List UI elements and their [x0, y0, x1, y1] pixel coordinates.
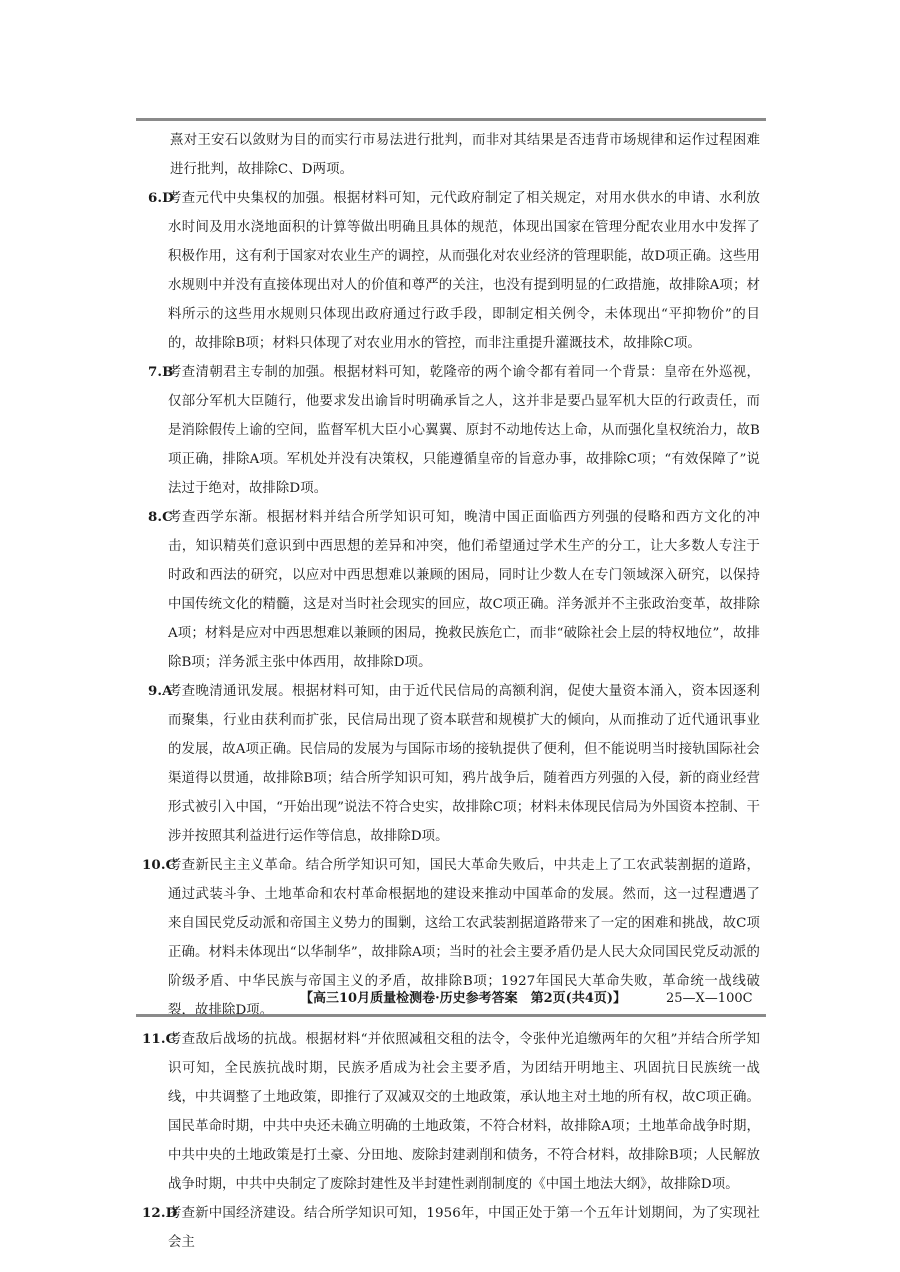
answer-explanation: 考查清朝君主专制的加强。根据材料可知，乾隆帝的两个谕令都有着同一个背景：皇帝在外巡视，仅部分军机大臣随行，他要求发出谕旨时明确承旨之人，这并非是要凸显军机大臣的行政责任，而是消除假传上谕的空间，监督军机大臣小心翼翼、原封不动地传达上命，从而强化皇权统治力，故B项正确，排除A项。军机处并没有决策权，只能遵循皇帝的旨意办事，故排除C项；“有效保障了”说法过于绝对，故排除D项。: [168, 365, 760, 496]
answer-explanation: 考查西学东渐。根据材料并结合所学知识可知，晚清中国正面临西方列强的侵略和西方文化的冲击，知识精英们意识到中西思想的差异和冲突，他们希望通过学术生产的分工，让大多数人专注于时政和西法的研究，以应对中西思想难以兼顾的困局，同时让少数人在专门领域深入研究，以保持中国传统文化的精髓，这是对当时社会现实的回应，故C项正确。洋务派并不主张政治变革，故排除A项；材料是应对中西思想难以兼顾的困局，挽救民族危亡，而非“破除社会上层的特权地位”，故排除B项；洋务派主张中体西用，故排除D项。: [168, 510, 760, 670]
page-footer: [0, 988, 900, 1010]
answer-number: 7.B: [148, 364, 174, 380]
answer-number: 10.C: [142, 857, 177, 873]
footer-code: 25—X—100C: [666, 991, 753, 1006]
answer-explanation: 考查新中国经济建设。结合所学知识可知，1956年，中国正处于第一个五年计划期间，为了实现社会主: [168, 1206, 760, 1250]
answer-explanation: 考查新民主主义革命。结合所学知识可知，国民大革命失败后，中共走上了工农武装割据的道路，通过武装斗争、土地革命和农村革命根据地的建设来推动中国革命的发展。然而，这一过程遭遇了来自国民党反动派和帝国主义势力的围剿，这给工农武装割据道路带来了一定的困难和挑战，故C项正确。材料未体现出“以华制华”，故排除A项；当时的社会主要矛盾仍是人民大众同国民党反动派的阶级矛盾、中华民族与帝国主义的矛盾，故排除B项；1927年国民大革命失败，革命统一战线破裂，故排除D项。: [168, 858, 760, 1018]
answer-explanation: 考查元代中央集权的加强。根据材料可知，元代政府制定了相关规定，对用水供水的申请、水利放水时间及用水浇地面积的计算等做出明确且具体的规范，体现出国家在管理分配农业用水中发挥了积极作用，这有利于国家对农业生产的调控，从而强化对农业经济的管理职能，故D项正确。这些用水规则中并没有直接体现出对人的价值和尊严的关注，也没有提到明显的仁政措施，故排除A项；材料所示的这些用水规则只体现出政府通过行政手段，即制定相关例令，未体现出“平抑物价”的目的，故排除B项；材料只体现了对农业用水的管控，而非注重提升灌溉技术，故排除C项。: [168, 191, 760, 351]
continuation-paragraph: 熹对王安石以敛财为目的而实行市易法进行批判，而非对其结果是否违背市场规律和运作过程困难进行批判，故排除C、D两项。: [170, 133, 760, 177]
bottom-rule: [136, 1014, 766, 1017]
answer-item-9: [150, 677, 760, 851]
answer-item-7: [150, 358, 760, 503]
answer-item-12: [142, 1199, 760, 1257]
answer-item-8: [150, 503, 760, 677]
answer-explanation: 考查敌后战场的抗战。根据材料“并依照减租交租的法令，令张仲光追缴两年的欠租”并结合所学知识可知，全民族抗战时期，民族矛盾成为社会主要矛盾，为团结开明地主、巩固抗日民族统一战线，中共调整了土地政策，即推行了双减双交的土地政策，承认地主对土地的所有权，故C项正确。国民革命时期，中共中央还未确立明确的土地政策，不符合材料，故排除A项；土地革命战争时期，中共中央的土地政策是打土豪、分田地、废除封建剥削和债务，不符合材料，故排除B项；人民解放战争时期，中共中央制定了废除封建性及半封建性剥削制度的《中国土地法大纲》，故排除D项。: [168, 1032, 760, 1192]
answer-number: 8.C: [148, 509, 173, 525]
answer-number: 12.D: [142, 1205, 178, 1221]
answer-content: [142, 126, 760, 1257]
answer-number: 6.D: [148, 190, 174, 206]
answer-item-11: [142, 1025, 760, 1199]
answer-explanation: 考查晚清通讯发展。根据材料可知，由于近代民信局的高额利润，促使大量资本涌入，资本因逐利而聚集，行业由获利而扩张，民信局出现了资本联营和规模扩大的倾向，从而推动了近代通讯事业的发展，故A项正确。民信局的发展为与国际市场的接轨提供了便利，但不能说明当时接轨国际社会渠道得以贯通，故排除B项；结合所学知识可知，鸦片战争后，随着西方列强的入侵，新的商业经营形式被引入中国，“开始出现”说法不符合史实，故排除C项；材料未体现民信局为外国资本控制、干涉并按照其利益进行运作等信息，故排除D项。: [168, 684, 760, 844]
answer-number: 9.A: [148, 683, 173, 699]
answer-number: 11.C: [142, 1031, 177, 1047]
top-rule: [136, 118, 766, 121]
answer-item-6: [150, 184, 760, 358]
footer-title: 【高三10月质量检测卷·历史参考答案 第2页(共4页)】: [300, 991, 627, 1006]
